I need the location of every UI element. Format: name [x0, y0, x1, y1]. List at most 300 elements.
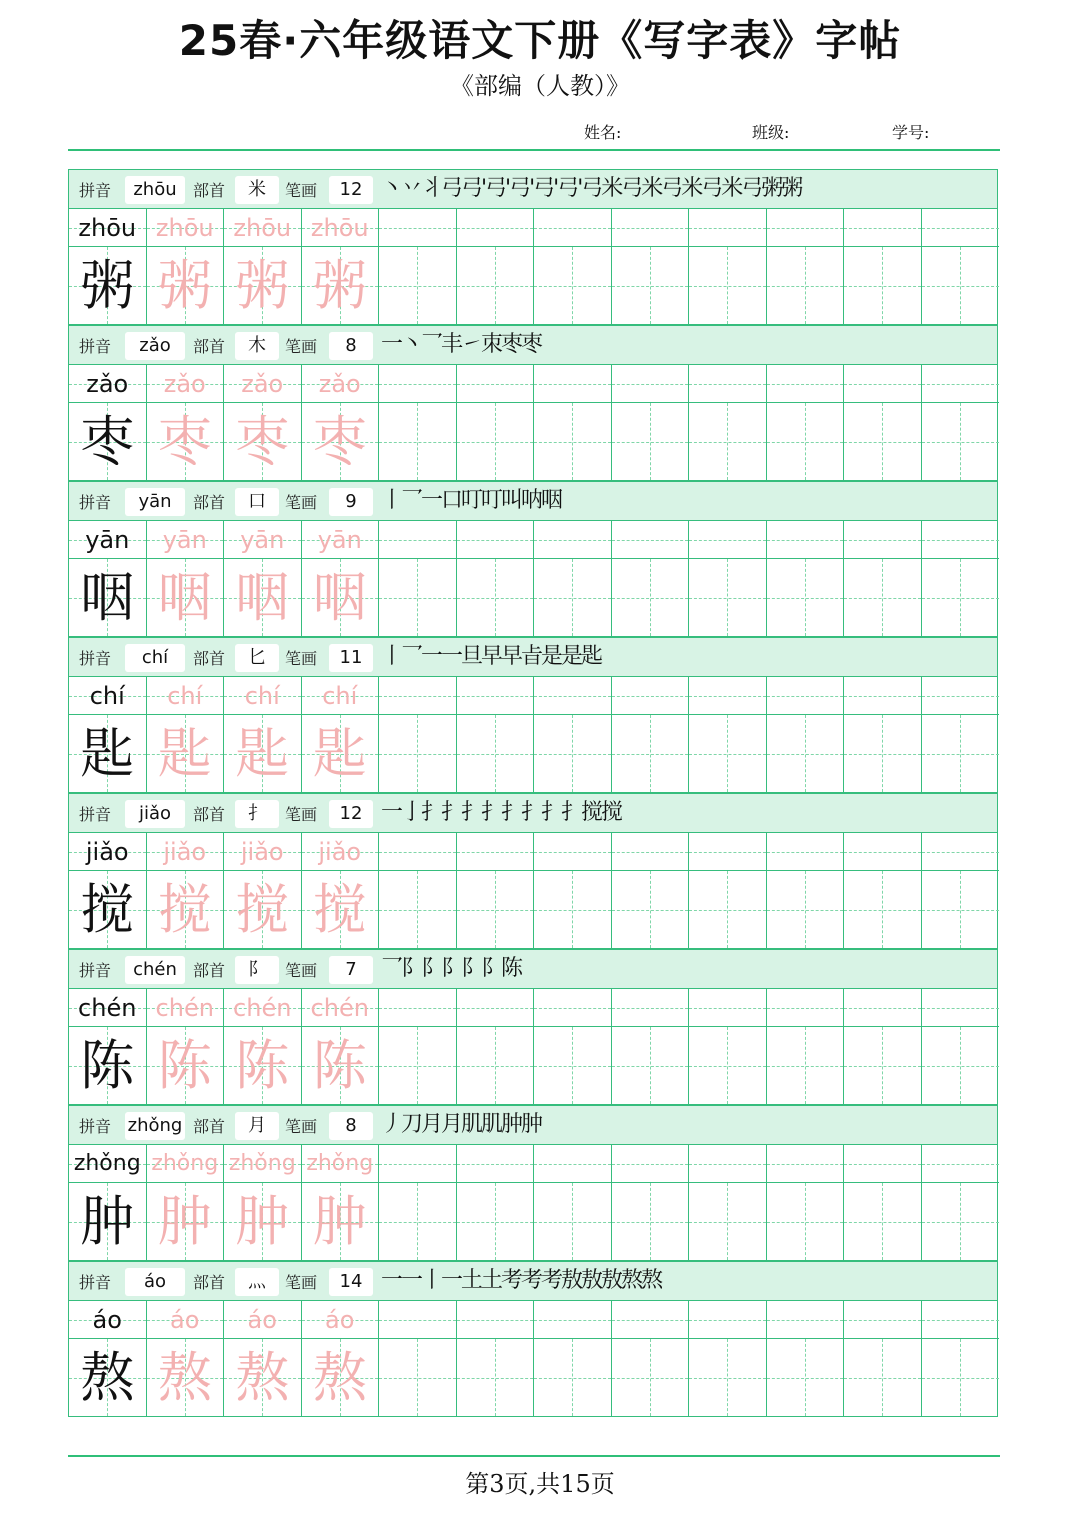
pinyin-cell[interactable] [844, 677, 922, 714]
pinyin-cell[interactable] [534, 989, 612, 1026]
character-cell[interactable] [922, 1183, 1000, 1260]
character-cell [147, 1183, 225, 1260]
pinyin-cell[interactable] [457, 677, 535, 714]
character-cell[interactable] [612, 1339, 690, 1416]
character-cell[interactable] [844, 559, 922, 636]
character-cell[interactable] [534, 403, 612, 480]
character-cell[interactable] [457, 559, 535, 636]
pinyin-cell [147, 989, 225, 1026]
pinyin-value: yān [125, 488, 185, 516]
pinyin-cell[interactable] [379, 521, 457, 558]
pinyin-cell[interactable] [844, 365, 922, 402]
pinyin-cell[interactable] [612, 521, 690, 558]
pinyin-value: zhǒng [125, 1112, 185, 1140]
pinyin-cell[interactable] [457, 209, 535, 246]
pinyin-cell[interactable] [922, 677, 1000, 714]
character-trace: 枣 [157, 410, 212, 473]
practice-grid [68, 989, 998, 1105]
character-trace: 枣 [312, 410, 367, 473]
character-cell[interactable] [844, 1339, 922, 1416]
char-info-bar [68, 169, 998, 209]
character-trace: 咽 [235, 566, 290, 629]
pinyin-cell [302, 521, 380, 558]
pinyin-cell[interactable] [379, 677, 457, 714]
character-cell [147, 1027, 225, 1104]
pinyin-cell[interactable] [379, 1301, 457, 1338]
character-cell[interactable] [922, 715, 1000, 792]
pinyin-cell [302, 209, 380, 246]
practice-grid [68, 365, 998, 481]
number-label: 学号: [892, 123, 930, 142]
pinyin-cell [302, 833, 380, 870]
character-cell [302, 1339, 380, 1416]
pinyin-value: zhōu [125, 176, 185, 204]
character-cell [69, 1339, 147, 1416]
pinyin-trace: áo [325, 1306, 355, 1334]
pinyin-label: 拼音 [79, 1117, 112, 1136]
pinyin-cell[interactable] [534, 833, 612, 870]
strokes-value: 11 [329, 644, 373, 672]
pinyin-cell[interactable] [612, 1145, 690, 1182]
character-cell[interactable] [844, 403, 922, 480]
character-cell [302, 247, 380, 324]
pinyin-cell[interactable] [534, 209, 612, 246]
practice-grid [68, 677, 998, 793]
pinyin-trace: zǎo [318, 370, 361, 398]
stroke-order [381, 483, 991, 519]
pinyin-cell[interactable] [612, 365, 690, 402]
character-cell[interactable] [534, 715, 612, 792]
character-cell[interactable] [767, 715, 845, 792]
pinyin-cell[interactable] [379, 209, 457, 246]
character-cell [302, 559, 380, 636]
character-cell[interactable] [457, 715, 535, 792]
character-cell[interactable] [922, 559, 1000, 636]
pinyin-cell[interactable] [922, 365, 1000, 402]
pinyin-cell[interactable] [922, 209, 1000, 246]
character-cell [69, 715, 147, 792]
pinyin-cell[interactable] [689, 365, 767, 402]
pinyin-cell [302, 1145, 380, 1182]
character-cell[interactable] [534, 1339, 612, 1416]
pinyin-cell[interactable] [767, 1301, 845, 1338]
character-cell[interactable] [767, 1027, 845, 1104]
stroke-order-text: 丶丷丬弓弓'弓'弓'弓'弓'弓米弓米弓米弓米弓粥粥 [381, 176, 802, 201]
stroke-order [381, 951, 991, 987]
pinyin-cell[interactable] [612, 989, 690, 1026]
character-row [69, 1027, 999, 1104]
char-info-bar [68, 325, 998, 365]
pinyin-label: 拼音 [79, 1273, 112, 1292]
character-cell [302, 1183, 380, 1260]
character-cell[interactable] [689, 1339, 767, 1416]
pinyin-trace: zhōu [233, 214, 292, 242]
pinyin-model: zhōu [78, 214, 137, 242]
pinyin-cell[interactable] [844, 209, 922, 246]
pinyin-cell[interactable] [612, 209, 690, 246]
character-cell [147, 403, 225, 480]
character-cell [224, 715, 302, 792]
radical-label: 部首 [193, 649, 226, 668]
character-cell[interactable] [457, 247, 535, 324]
character-cell[interactable] [534, 247, 612, 324]
strokes-label: 笔画 [285, 961, 318, 980]
character-cell[interactable] [689, 559, 767, 636]
character-cell [147, 559, 225, 636]
radical-label: 部首 [193, 1273, 226, 1292]
radical-value: 米 [235, 176, 279, 204]
character-cell[interactable] [534, 1027, 612, 1104]
pinyin-cell[interactable] [379, 833, 457, 870]
pinyin-cell[interactable] [534, 1301, 612, 1338]
stroke-order-text: 丿刀月月肌肌肿肿 [381, 1112, 542, 1137]
character-model: 枣 [80, 410, 135, 473]
pinyin-trace: zhōu [310, 214, 369, 242]
pinyin-cell[interactable] [922, 833, 1000, 870]
radical-label: 部首 [193, 337, 226, 356]
pinyin-trace: zhǒng [151, 1151, 219, 1176]
character-cell[interactable] [379, 559, 457, 636]
character-trace: 熬 [312, 1346, 367, 1409]
character-cell[interactable] [379, 247, 457, 324]
pinyin-model: yān [85, 526, 130, 554]
character-cell[interactable] [689, 247, 767, 324]
pinyin-trace: zhǒng [306, 1151, 374, 1176]
character-trace: 熬 [235, 1346, 290, 1409]
character-cell[interactable] [612, 247, 690, 324]
character-cell[interactable] [379, 1339, 457, 1416]
pinyin-cell [302, 1301, 380, 1338]
character-trace: 咽 [312, 566, 367, 629]
pinyin-cell [147, 1301, 225, 1338]
pinyin-row [69, 989, 999, 1027]
pinyin-cell [147, 365, 225, 402]
character-cell[interactable] [612, 1183, 690, 1260]
character-trace: 匙 [312, 722, 367, 785]
pinyin-cell[interactable] [767, 521, 845, 558]
strokes-label: 笔画 [285, 1273, 318, 1292]
pinyin-cell[interactable] [689, 989, 767, 1026]
pinyin-label: 拼音 [79, 649, 112, 668]
pinyin-cell [224, 833, 302, 870]
character-cell[interactable] [767, 1339, 845, 1416]
character-model: 搅 [80, 878, 135, 941]
pinyin-cell[interactable] [689, 209, 767, 246]
character-trace: 熬 [157, 1346, 212, 1409]
pinyin-cell[interactable] [844, 1145, 922, 1182]
pinyin-cell[interactable] [922, 1145, 1000, 1182]
pinyin-cell [69, 365, 147, 402]
pinyin-cell [69, 677, 147, 714]
pinyin-cell [147, 1145, 225, 1182]
character-trace: 搅 [157, 878, 212, 941]
pinyin-cell[interactable] [534, 677, 612, 714]
pinyin-label: 拼音 [79, 493, 112, 512]
character-cell[interactable] [922, 1027, 1000, 1104]
char-info-bar [68, 481, 998, 521]
character-cell[interactable] [457, 403, 535, 480]
pinyin-cell[interactable] [844, 521, 922, 558]
character-cell [224, 871, 302, 948]
pinyin-cell[interactable] [379, 365, 457, 402]
stroke-order [381, 171, 991, 207]
pinyin-trace: jiǎo [240, 838, 284, 866]
pinyin-cell [224, 1145, 302, 1182]
pinyin-cell[interactable] [534, 365, 612, 402]
pinyin-row [69, 677, 999, 715]
character-cell[interactable] [922, 871, 1000, 948]
pinyin-cell [224, 209, 302, 246]
character-trace: 陈 [157, 1034, 212, 1097]
character-cell[interactable] [379, 871, 457, 948]
char-entry [68, 949, 998, 1105]
pinyin-trace: zhǒng [228, 1151, 296, 1176]
pinyin-model: áo [92, 1306, 122, 1334]
pinyin-cell[interactable] [767, 209, 845, 246]
pinyin-cell [302, 365, 380, 402]
pinyin-cell[interactable] [379, 1145, 457, 1182]
header-divider [68, 149, 1000, 151]
pinyin-cell[interactable] [767, 677, 845, 714]
pinyin-cell[interactable] [922, 989, 1000, 1026]
pinyin-cell[interactable] [844, 833, 922, 870]
practice-grid [68, 833, 998, 949]
pinyin-cell[interactable] [922, 1301, 1000, 1338]
strokes-value: 9 [329, 488, 373, 516]
radical-label: 部首 [193, 805, 226, 824]
pinyin-cell[interactable] [457, 1301, 535, 1338]
character-cell [224, 1027, 302, 1104]
strokes-label: 笔画 [285, 649, 318, 668]
character-cell [147, 871, 225, 948]
stroke-order [381, 327, 991, 363]
stroke-order [381, 1107, 991, 1143]
radical-value: 月 [235, 1112, 279, 1140]
character-cell[interactable] [767, 559, 845, 636]
character-cell[interactable] [612, 1027, 690, 1104]
character-cell[interactable] [534, 1183, 612, 1260]
character-cell[interactable] [844, 1183, 922, 1260]
character-cell[interactable] [534, 871, 612, 948]
pinyin-cell [302, 677, 380, 714]
pinyin-trace: chén [233, 994, 292, 1022]
class-label: 班级: [752, 123, 790, 142]
character-cell[interactable] [689, 871, 767, 948]
strokes-value: 7 [329, 956, 373, 984]
char-entry [68, 481, 998, 637]
pinyin-cell[interactable] [844, 989, 922, 1026]
pinyin-trace: jiǎo [318, 838, 362, 866]
pinyin-value: chén [125, 956, 185, 984]
pinyin-value: chí [125, 644, 185, 672]
pinyin-cell[interactable] [379, 989, 457, 1026]
char-info-bar [68, 637, 998, 677]
character-cell [69, 871, 147, 948]
pinyin-cell [147, 209, 225, 246]
character-cell[interactable] [612, 559, 690, 636]
character-trace: 匙 [157, 722, 212, 785]
pinyin-cell[interactable] [689, 1145, 767, 1182]
pinyin-label: 拼音 [79, 961, 112, 980]
character-cell[interactable] [457, 1183, 535, 1260]
character-cell[interactable] [922, 247, 1000, 324]
character-trace: 匙 [235, 722, 290, 785]
character-cell[interactable] [612, 715, 690, 792]
page-subtitle: 《部编（人教）》 [450, 72, 630, 100]
character-trace: 咽 [157, 566, 212, 629]
character-model: 咽 [80, 566, 135, 629]
strokes-label: 笔画 [285, 493, 318, 512]
character-row [69, 559, 999, 636]
pinyin-cell[interactable] [612, 833, 690, 870]
pinyin-label: 拼音 [79, 181, 112, 200]
pinyin-cell[interactable] [534, 521, 612, 558]
character-row [69, 715, 999, 792]
character-cell[interactable] [379, 403, 457, 480]
pinyin-cell[interactable] [844, 1301, 922, 1338]
pinyin-cell[interactable] [457, 1145, 535, 1182]
character-cell [69, 247, 147, 324]
pinyin-cell [147, 833, 225, 870]
character-model: 熬 [80, 1346, 135, 1409]
pinyin-value: jiǎo [125, 800, 185, 828]
pinyin-trace: yān [317, 526, 362, 554]
strokes-label: 笔画 [285, 1117, 318, 1136]
character-cell[interactable] [844, 1027, 922, 1104]
pinyin-cell[interactable] [689, 833, 767, 870]
character-cell[interactable] [612, 403, 690, 480]
character-cell [224, 247, 302, 324]
char-entry [68, 637, 998, 793]
character-cell [302, 715, 380, 792]
pinyin-row [69, 365, 999, 403]
character-cell[interactable] [922, 1339, 1000, 1416]
pinyin-value: zǎo [125, 332, 185, 360]
character-cell[interactable] [767, 247, 845, 324]
pinyin-cell [224, 1301, 302, 1338]
strokes-value: 14 [329, 1268, 373, 1296]
pinyin-trace: zǎo [241, 370, 284, 398]
pinyin-trace: jiǎo [163, 838, 207, 866]
stroke-order [381, 795, 991, 831]
character-trace: 枣 [235, 410, 290, 473]
character-cell[interactable] [457, 871, 535, 948]
character-cell [224, 559, 302, 636]
char-info-bar [68, 949, 998, 989]
character-cell [69, 1027, 147, 1104]
pinyin-trace: chí [244, 682, 280, 710]
character-cell [302, 1027, 380, 1104]
char-info-bar [68, 1261, 998, 1301]
pinyin-trace: yān [162, 526, 207, 554]
pinyin-cell[interactable] [922, 521, 1000, 558]
character-cell[interactable] [767, 1183, 845, 1260]
character-cell[interactable] [457, 1027, 535, 1104]
character-cell[interactable] [844, 871, 922, 948]
pinyin-cell[interactable] [534, 1145, 612, 1182]
character-trace: 肿 [157, 1190, 212, 1253]
pinyin-cell[interactable] [457, 365, 535, 402]
pinyin-cell[interactable] [612, 1301, 690, 1338]
pinyin-row [69, 209, 999, 247]
character-cell[interactable] [767, 871, 845, 948]
character-cell[interactable] [922, 403, 1000, 480]
strokes-value: 12 [329, 800, 373, 828]
character-cell[interactable] [379, 1027, 457, 1104]
char-info-bar [68, 793, 998, 833]
pinyin-cell [302, 989, 380, 1026]
character-cell[interactable] [689, 1183, 767, 1260]
strokes-value: 8 [329, 1112, 373, 1140]
character-cell [302, 403, 380, 480]
character-row [69, 1183, 999, 1260]
char-info-bar [68, 1105, 998, 1145]
character-cell [69, 559, 147, 636]
radical-label: 部首 [193, 961, 226, 980]
character-cell[interactable] [689, 1027, 767, 1104]
character-cell [302, 871, 380, 948]
page-number: 第3页,共15页 [465, 1470, 615, 1498]
pinyin-trace: yān [240, 526, 285, 554]
character-row [69, 871, 999, 948]
pinyin-cell[interactable] [689, 1301, 767, 1338]
strokes-value: 12 [329, 176, 373, 204]
pinyin-cell[interactable] [457, 989, 535, 1026]
pinyin-cell [69, 1145, 147, 1182]
pinyin-trace: zhōu [155, 214, 214, 242]
char-entry [68, 1261, 998, 1417]
character-cell[interactable] [457, 1339, 535, 1416]
pinyin-cell[interactable] [457, 833, 535, 870]
pinyin-model: chí [89, 682, 125, 710]
strokes-label: 笔画 [285, 337, 318, 356]
stroke-order-text: 一一丨一土土考考考敖敖敖熬熬 [381, 1268, 662, 1293]
character-cell[interactable] [844, 715, 922, 792]
pinyin-cell[interactable] [767, 1145, 845, 1182]
practice-grid [68, 521, 998, 637]
pinyin-cell[interactable] [767, 365, 845, 402]
stroke-order-text: 丨乛一一旦早早㫖是是匙 [381, 644, 602, 669]
character-row [69, 403, 999, 480]
character-cell[interactable] [844, 247, 922, 324]
pinyin-cell[interactable] [689, 521, 767, 558]
pinyin-cell[interactable] [767, 989, 845, 1026]
character-cell[interactable] [379, 1183, 457, 1260]
pinyin-cell[interactable] [767, 833, 845, 870]
pinyin-cell[interactable] [457, 521, 535, 558]
pinyin-trace: zǎo [163, 370, 206, 398]
pinyin-model: zhǒng [73, 1151, 141, 1176]
radical-value: 匕 [235, 644, 279, 672]
character-model: 肿 [80, 1190, 135, 1253]
character-cell[interactable] [534, 559, 612, 636]
pinyin-value: áo [125, 1268, 185, 1296]
character-cell[interactable] [612, 871, 690, 948]
character-cell[interactable] [689, 715, 767, 792]
character-row [69, 1339, 999, 1416]
char-entry [68, 1105, 998, 1261]
character-cell[interactable] [379, 715, 457, 792]
pinyin-cell[interactable] [612, 677, 690, 714]
pinyin-cell[interactable] [689, 677, 767, 714]
strokes-label: 笔画 [285, 181, 318, 200]
pinyin-cell [147, 677, 225, 714]
pinyin-trace: chén [310, 994, 369, 1022]
name-label: 姓名: [584, 123, 622, 142]
character-cell[interactable] [689, 403, 767, 480]
character-cell[interactable] [767, 403, 845, 480]
pinyin-model: jiǎo [85, 838, 129, 866]
